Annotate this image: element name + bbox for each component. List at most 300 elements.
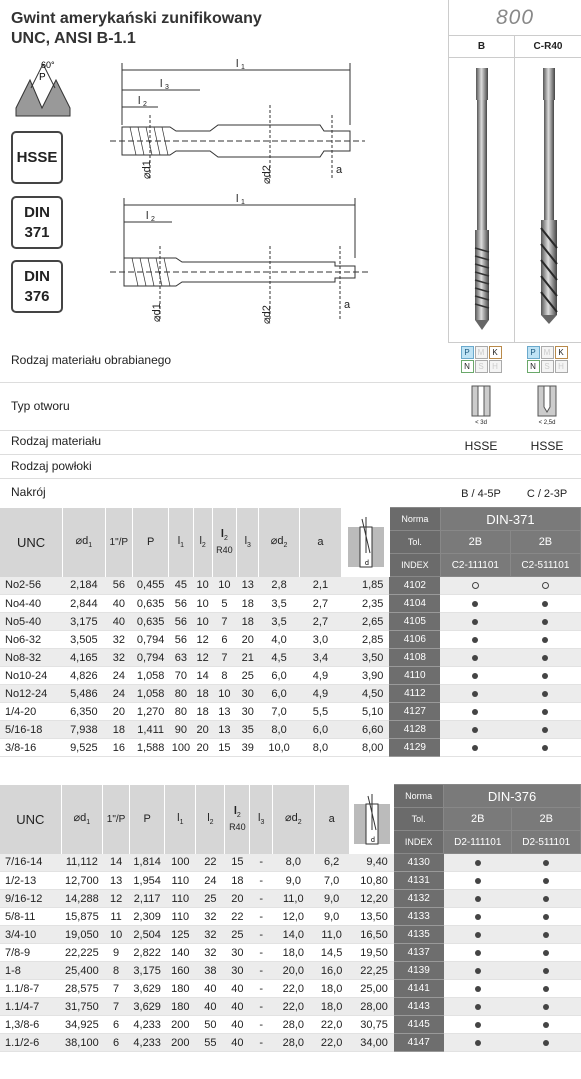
cell-availability-c — [512, 890, 581, 908]
norm-din-376: DIN-376 — [444, 785, 581, 808]
cell-value: 40 — [105, 613, 133, 631]
hole-note-b: < 3d — [475, 420, 487, 426]
cell-value: 7,938 — [63, 721, 105, 739]
cell-value: 4,165 — [63, 649, 105, 667]
cell-index: 4143 — [394, 998, 444, 1016]
cell-value: 4,9 — [299, 685, 341, 703]
cell-value: 20 — [193, 721, 212, 739]
cell-value: 4,233 — [130, 1034, 165, 1052]
tol-c: 2B — [510, 531, 580, 554]
prop-label: Rodzaj materiału — [11, 434, 102, 448]
cell-unc: 1,3/8-6 — [0, 1016, 61, 1034]
cell-value: 14,5 — [314, 944, 349, 962]
blind-hole-icon — [537, 385, 557, 417]
cell-value: 200 — [165, 1016, 196, 1034]
cell-value: - — [250, 998, 273, 1016]
mat-s: S — [475, 360, 488, 373]
cell-value: 16,50 — [349, 926, 394, 944]
cell-value: 5 — [212, 595, 236, 613]
cell-index: 4106 — [389, 631, 440, 649]
din-376-rows — [0, 854, 581, 1052]
cell-unc: 7/8-9 — [0, 944, 61, 962]
thread-profile-icon — [12, 58, 74, 120]
cell-value: 14 — [193, 667, 212, 685]
cell-value: 140 — [165, 944, 196, 962]
col-tpi: 1"/P — [103, 785, 130, 854]
svg-text:l: l — [138, 95, 141, 107]
table-row — [0, 1034, 581, 1052]
in-stock-icon — [472, 709, 478, 715]
svg-text:a: a — [336, 164, 343, 176]
in-stock-icon — [472, 727, 478, 733]
cell-value: 10,0 — [259, 739, 299, 757]
cell-value: 110 — [165, 908, 196, 926]
cell-value: 18 — [225, 872, 250, 890]
cell-availability-c — [510, 613, 580, 631]
din-376-badge: DIN 376 — [11, 260, 63, 313]
cell-unc: No12-24 — [0, 685, 63, 703]
cell-value: 1,058 — [133, 667, 169, 685]
in-stock-icon — [475, 1022, 481, 1028]
mat-n: N — [527, 360, 540, 373]
cell-index: 4132 — [394, 890, 444, 908]
col-l2-r40: $l_2$ R40 — [225, 785, 250, 854]
code-c: C2-511101 — [510, 554, 580, 577]
cell-value: 19,50 — [349, 944, 394, 962]
cell-value: 2,844 — [63, 595, 105, 613]
in-stock-icon — [542, 745, 548, 751]
cell-value: 6 — [212, 631, 236, 649]
col-l2-r40: $l_2$ R40 — [212, 508, 236, 577]
cell-value: 6,60 — [342, 721, 390, 739]
material-grid-c — [514, 346, 580, 373]
cell-value: 20 — [237, 631, 259, 649]
cell-value: 35 — [237, 721, 259, 739]
cell-value: 1,954 — [130, 872, 165, 890]
table-row — [0, 739, 581, 757]
prop-label: Rodzaj materiału obrabianego — [11, 353, 172, 367]
cell-value: 32 — [105, 631, 133, 649]
in-stock-icon — [542, 601, 548, 607]
cell-availability-c — [512, 1034, 581, 1052]
cell-availability-c — [510, 631, 580, 649]
hsse-badge: HSSE — [11, 131, 63, 184]
cell-value: - — [250, 872, 273, 890]
cell-value: 63 — [169, 649, 193, 667]
col-p: P — [133, 508, 169, 577]
chamfer-b: B / 4-5P — [461, 488, 501, 500]
cell-value: 12,20 — [349, 890, 394, 908]
cell-unc: 5/8-11 — [0, 908, 61, 926]
cell-value: 0,635 — [133, 595, 169, 613]
cell-index: 4102 — [389, 577, 440, 595]
cell-value: 22,0 — [314, 1034, 349, 1052]
cell-value: 6,0 — [259, 685, 299, 703]
in-stock-icon — [543, 968, 549, 974]
cell-value: 4,5 — [259, 649, 299, 667]
cell-value: 13 — [103, 872, 130, 890]
cell-value: 7,0 — [259, 703, 299, 721]
table-row — [0, 998, 581, 1016]
cell-value: 3,5 — [259, 613, 299, 631]
cell-availability-c — [510, 667, 580, 685]
cell-value: 40 — [225, 998, 250, 1016]
cell-unc: 3/4-10 — [0, 926, 61, 944]
svg-text:60°: 60° — [41, 60, 55, 70]
cell-availability-b — [444, 944, 512, 962]
cell-availability-c — [510, 721, 580, 739]
cell-value: 2,117 — [130, 890, 165, 908]
in-stock-icon — [543, 986, 549, 992]
cell-value: 6,350 — [63, 703, 105, 721]
cell-value: 32 — [196, 926, 225, 944]
col-index: INDEX — [389, 554, 440, 577]
cell-value: 30,75 — [349, 1016, 394, 1034]
cell-value: 8 — [212, 667, 236, 685]
cell-value: 1,814 — [130, 854, 165, 872]
cell-value: - — [250, 980, 273, 998]
tap-section-icon — [346, 513, 386, 569]
hole-type-c — [514, 385, 580, 426]
table-row — [0, 962, 581, 980]
cell-value: 4,826 — [63, 667, 105, 685]
mat-h: H — [555, 360, 568, 373]
table-row — [0, 703, 581, 721]
svg-text:⌀d1: ⌀d1 — [151, 303, 163, 322]
cell-availability-b — [440, 595, 510, 613]
cell-value: 34,00 — [349, 1034, 394, 1052]
cell-value: 2,7 — [299, 613, 341, 631]
cell-availability-b — [444, 962, 512, 980]
cell-value: 19,050 — [61, 926, 102, 944]
table-row — [0, 1016, 581, 1034]
cell-value: 3,90 — [342, 667, 390, 685]
mat-m: M — [475, 346, 488, 359]
cell-value: 34,925 — [61, 1016, 102, 1034]
mat-h: H — [489, 360, 502, 373]
table-row — [0, 649, 581, 667]
cell-value: 100 — [169, 739, 193, 757]
svg-text:a: a — [344, 299, 351, 311]
svg-text:l: l — [146, 210, 149, 222]
cell-value: 3,629 — [130, 998, 165, 1016]
cell-availability-b — [440, 703, 510, 721]
cell-value: 32 — [105, 649, 133, 667]
col-d2: $⌀d_2$ — [259, 508, 299, 577]
cell-value: 13 — [212, 703, 236, 721]
cell-value: 110 — [165, 872, 196, 890]
cell-value: 2,1 — [299, 577, 341, 595]
cell-value: 13,50 — [349, 908, 394, 926]
cell-availability-b — [444, 854, 512, 872]
cell-value: 3,629 — [130, 980, 165, 998]
in-stock-icon — [475, 968, 481, 974]
cell-value: 25 — [237, 667, 259, 685]
cell-value: - — [250, 890, 273, 908]
cell-value: 0,635 — [133, 613, 169, 631]
svg-text:2: 2 — [151, 216, 155, 223]
cell-value: 8 — [103, 962, 130, 980]
mat-p: P — [527, 346, 540, 359]
cell-value: 24 — [105, 667, 133, 685]
tol-c: 2B — [512, 808, 581, 831]
cell-availability-c — [512, 908, 581, 926]
cell-index: 4104 — [389, 595, 440, 613]
cell-value: 7 — [212, 649, 236, 667]
cell-availability-b — [440, 685, 510, 703]
col-tol: Tol. — [389, 531, 440, 554]
cell-value: 31,750 — [61, 998, 102, 1016]
cell-value: 70 — [169, 667, 193, 685]
cell-value: 4,0 — [259, 631, 299, 649]
cell-value: 30 — [225, 944, 250, 962]
svg-text:P: P — [39, 72, 46, 83]
table-row — [0, 944, 581, 962]
cell-value: 200 — [165, 1034, 196, 1052]
din-371-table — [0, 507, 581, 757]
cell-value: 2,309 — [130, 908, 165, 926]
cell-index: 4129 — [389, 739, 440, 757]
svg-text:1: 1 — [241, 199, 245, 206]
col-l2: $l_2$ — [193, 508, 212, 577]
cell-value: 56 — [169, 631, 193, 649]
cell-index: 4141 — [394, 980, 444, 998]
cell-value: 1,85 — [342, 577, 390, 595]
cell-availability-b — [444, 890, 512, 908]
prop-coating — [0, 455, 581, 479]
cell-value: 4,9 — [299, 667, 341, 685]
cell-index: 4128 — [389, 721, 440, 739]
svg-text:l: l — [236, 193, 239, 205]
cell-value: 2,65 — [342, 613, 390, 631]
cell-value: 21 — [237, 649, 259, 667]
cell-value: 0,794 — [133, 649, 169, 667]
cell-value: 80 — [169, 685, 193, 703]
cell-index: 4108 — [389, 649, 440, 667]
cell-value: 15 — [225, 854, 250, 872]
cell-value: 40 — [196, 998, 225, 1016]
cell-availability-c — [510, 739, 580, 757]
cell-value: 28,0 — [273, 1034, 314, 1052]
cell-availability-c — [512, 872, 581, 890]
col-tol: Tol. — [394, 808, 444, 831]
cell-index: 4147 — [394, 1034, 444, 1052]
in-stock-icon — [475, 986, 481, 992]
cell-value: 38 — [196, 962, 225, 980]
cell-index: 4130 — [394, 854, 444, 872]
cell-availability-c — [512, 1016, 581, 1034]
hole-note-c: < 2,5d — [538, 420, 556, 426]
mat-n: N — [461, 360, 474, 373]
col-diagram — [349, 785, 394, 854]
tol-b: 2B — [444, 808, 512, 831]
in-stock-icon — [475, 1004, 481, 1010]
cell-value: 11,0 — [314, 926, 349, 944]
cell-availability-c — [512, 944, 581, 962]
table-row — [0, 613, 581, 631]
table-row — [0, 721, 581, 739]
cell-value: 24 — [196, 872, 225, 890]
cell-index: 4131 — [394, 872, 444, 890]
cell-availability-c — [512, 962, 581, 980]
table-row — [0, 631, 581, 649]
cell-unc: No6-32 — [0, 631, 63, 649]
col-l3: $l_3$ — [250, 785, 273, 854]
cell-value: 55 — [196, 1034, 225, 1052]
cell-index: 4139 — [394, 962, 444, 980]
in-stock-icon — [475, 950, 481, 956]
in-stock-icon — [475, 1040, 481, 1046]
cell-value: 8,00 — [342, 739, 390, 757]
cell-value: - — [250, 1016, 273, 1034]
cell-value: 9 — [103, 944, 130, 962]
cell-value: 9,40 — [349, 854, 394, 872]
cell-value: 6 — [103, 1016, 130, 1034]
col-index: INDEX — [394, 831, 444, 854]
cell-value: 32 — [196, 944, 225, 962]
table-row — [0, 667, 581, 685]
cell-value: 110 — [165, 890, 196, 908]
cell-value: 6,2 — [314, 854, 349, 872]
col-l1: $l_1$ — [165, 785, 196, 854]
table-row — [0, 854, 581, 872]
cell-value: 56 — [169, 613, 193, 631]
cell-value: 16,0 — [314, 962, 349, 980]
cell-value: 18 — [237, 613, 259, 631]
cell-value: 28,0 — [273, 1016, 314, 1034]
cell-unc: 3/8-16 — [0, 739, 63, 757]
cell-value: 18,0 — [314, 980, 349, 998]
cell-value: 30 — [237, 703, 259, 721]
in-stock-icon — [475, 914, 481, 920]
in-stock-icon — [543, 896, 549, 902]
hole-type-b — [448, 385, 514, 426]
col-unc: UNC — [0, 508, 63, 577]
col-norma: Norma — [389, 508, 440, 531]
in-stock-icon — [543, 950, 549, 956]
cell-availability-c — [510, 577, 580, 595]
cell-value: 22,0 — [273, 980, 314, 998]
cell-value: 30 — [237, 685, 259, 703]
cell-value: 18,0 — [314, 998, 349, 1016]
cell-value: 3,175 — [63, 613, 105, 631]
svg-text:⌀d2: ⌀d2 — [261, 165, 273, 184]
cell-value: 38,100 — [61, 1034, 102, 1052]
cell-value: 40 — [196, 980, 225, 998]
cell-index: 4133 — [394, 908, 444, 926]
svg-text:1: 1 — [241, 64, 245, 71]
cell-value: 2,184 — [63, 577, 105, 595]
cell-value: 15,875 — [61, 908, 102, 926]
in-stock-icon — [472, 619, 478, 625]
cell-availability-c — [510, 649, 580, 667]
cell-index: 4105 — [389, 613, 440, 631]
cell-availability-b — [444, 926, 512, 944]
cell-value: 8,0 — [259, 721, 299, 739]
cell-index: 4127 — [389, 703, 440, 721]
cell-value: 20 — [193, 739, 212, 757]
col-d1: $⌀d_1$ — [63, 508, 105, 577]
cell-value: 0,794 — [133, 631, 169, 649]
cell-availability-b — [440, 649, 510, 667]
cell-availability-c — [510, 685, 580, 703]
cell-value: 5,10 — [342, 703, 390, 721]
cell-value: 10 — [212, 577, 236, 595]
cell-value: 40 — [225, 980, 250, 998]
cell-value: 12,0 — [273, 908, 314, 926]
prop-label: Nakrój — [11, 485, 46, 499]
in-stock-icon — [472, 655, 478, 661]
in-stock-icon — [475, 896, 481, 902]
in-stock-icon — [543, 1004, 549, 1010]
cell-value: 10 — [103, 926, 130, 944]
cell-availability-b — [440, 577, 510, 595]
available-on-request-icon — [542, 582, 549, 589]
mat-s: S — [541, 360, 554, 373]
cell-value: 22 — [196, 854, 225, 872]
cell-value: 9,525 — [63, 739, 105, 757]
svg-text:d: d — [364, 559, 369, 567]
cell-value: 39 — [237, 739, 259, 757]
cell-availability-b — [440, 631, 510, 649]
cell-unc: No5-40 — [0, 613, 63, 631]
tap-section-icon — [352, 790, 392, 846]
in-stock-icon — [543, 860, 549, 866]
table-row — [0, 908, 581, 926]
cell-value: 6 — [103, 1034, 130, 1052]
cell-availability-b — [444, 998, 512, 1016]
in-stock-icon — [475, 878, 481, 884]
cell-availability-c — [512, 854, 581, 872]
cell-unc: 1-8 — [0, 962, 61, 980]
tool-image-c-r40 — [514, 58, 581, 343]
in-stock-icon — [475, 860, 481, 866]
cell-value: 18,0 — [273, 944, 314, 962]
cell-value: 28,575 — [61, 980, 102, 998]
cell-value: 14 — [103, 854, 130, 872]
cell-value: 1,058 — [133, 685, 169, 703]
cell-value: 12 — [103, 890, 130, 908]
cell-value: 6,0 — [299, 721, 341, 739]
prop-material — [0, 431, 581, 455]
cell-value: 11,0 — [273, 890, 314, 908]
in-stock-icon — [472, 637, 478, 643]
cell-value: 10 — [193, 595, 212, 613]
cell-unc: No10-24 — [0, 667, 63, 685]
cell-availability-c — [512, 998, 581, 1016]
cell-value: 18 — [193, 685, 212, 703]
cell-availability-c — [512, 980, 581, 998]
series-number: 800 — [448, 0, 581, 36]
cell-availability-b — [444, 872, 512, 890]
col-diagram — [342, 508, 390, 577]
col-l3: $l_3$ — [237, 508, 259, 577]
chamfer-c: C / 2-3P — [526, 488, 568, 500]
cell-availability-b — [444, 980, 512, 998]
in-stock-icon — [542, 709, 548, 715]
in-stock-icon — [542, 691, 548, 697]
code-c: D2-511101 — [512, 831, 581, 854]
cell-value: 4,233 — [130, 1016, 165, 1034]
cell-value: 18 — [237, 595, 259, 613]
material-b: HSSE — [464, 439, 498, 453]
cell-value: 3,175 — [130, 962, 165, 980]
cell-value: 160 — [165, 962, 196, 980]
cell-value: 80 — [169, 703, 193, 721]
cell-value: 22,25 — [349, 962, 394, 980]
svg-text:2: 2 — [143, 101, 147, 108]
in-stock-icon — [543, 1022, 549, 1028]
